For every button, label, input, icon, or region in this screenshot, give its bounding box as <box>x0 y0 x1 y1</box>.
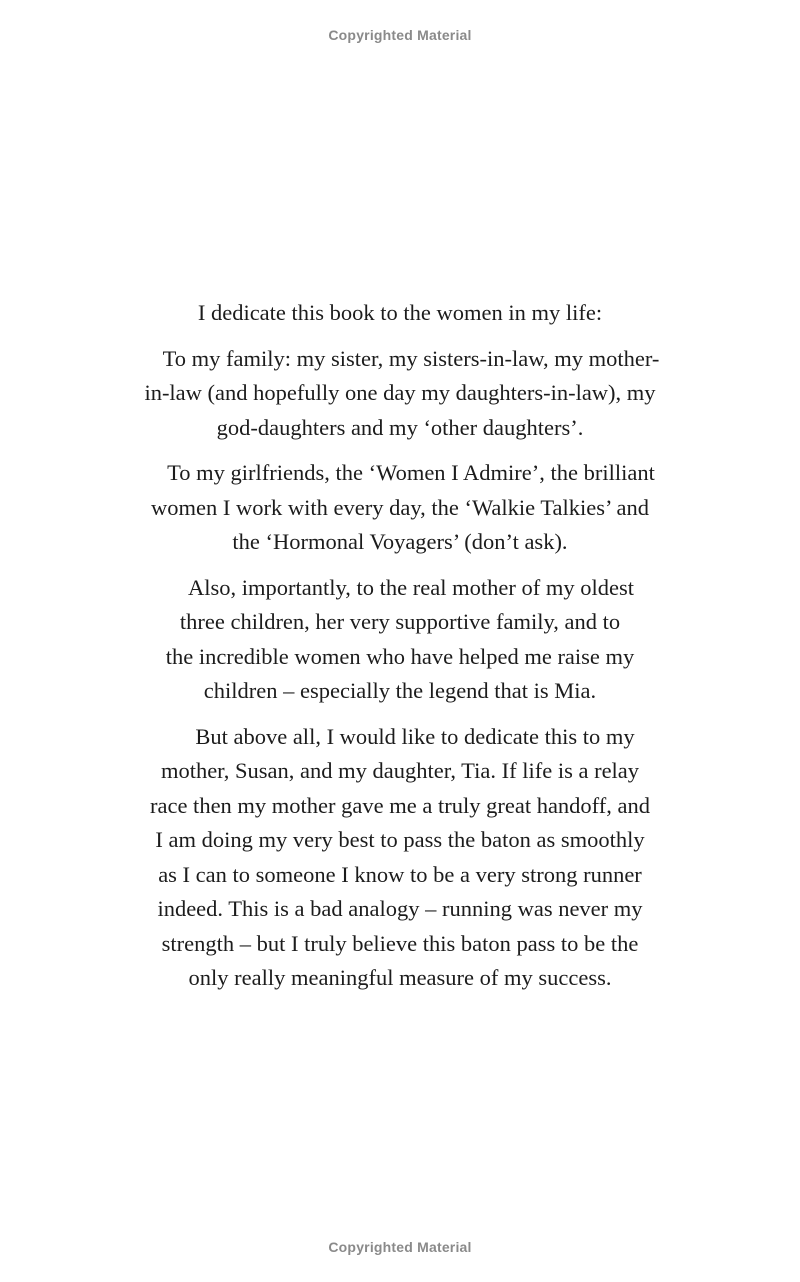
paragraph-line: only really meaningful measure of my success. <box>188 965 612 990</box>
dedication-paragraph-mothers <box>100 571 700 709</box>
paragraph-line: strength – but I truly believe this baton pass to be the <box>161 930 639 956</box>
paragraph-line: But above all, I would like to dedicate this to my <box>195 723 635 749</box>
paragraph-line: the ‘Hormonal Voyagers’ (don’t ask). <box>232 529 568 554</box>
paragraph-line: I am doing my very best to pass the baton as smoothly <box>155 827 645 852</box>
paragraph-line: To my girlfriends, the ‘Women I Admire’, the brilliant <box>167 460 655 485</box>
paragraph-line: the incredible women who have helped me raise my <box>165 643 635 669</box>
paragraph-line: indeed. This is a bad analogy – running was never my <box>157 896 643 921</box>
dedication-paragraph-girlfriends <box>100 456 700 560</box>
paragraph-line: mother, Susan, and my daughter, Tia. If life is a relay <box>160 758 640 783</box>
paragraph-line: children – especially the legend that is Mia. <box>203 678 597 703</box>
paragraph-line: race then my mother gave me a truly great handoff, and <box>149 792 650 818</box>
paragraph-line: as I can to someone I know to be a very strong runner <box>158 861 642 887</box>
dedication-paragraph-family <box>100 342 700 446</box>
copyright-watermark-bottom: Copyrighted Material <box>328 1239 472 1255</box>
dedication-intro <box>100 296 700 331</box>
paragraph-line: three children, her very supportive family, and to <box>179 609 621 634</box>
paragraph-line: Also, importantly, to the real mother of my oldest <box>188 574 634 600</box>
paragraph-line: To my family: my sister, my sisters-in-law, my mother- <box>162 345 660 371</box>
paragraph-line: in-law (and hopefully one day my daughters-in-law), my <box>144 380 656 405</box>
paragraph-line: god-daughters and my ‘other daughters’. <box>216 414 584 440</box>
paragraph-line: women I work with every day, the ‘Walkie Talkies’ and <box>151 494 649 520</box>
dedication-paragraph-above-all <box>100 720 700 996</box>
dedication-intro-line: I dedicate this book to the women in my life: <box>197 300 603 325</box>
dedication-text <box>100 296 700 1007</box>
copyright-watermark-top: Copyrighted Material <box>328 27 472 43</box>
